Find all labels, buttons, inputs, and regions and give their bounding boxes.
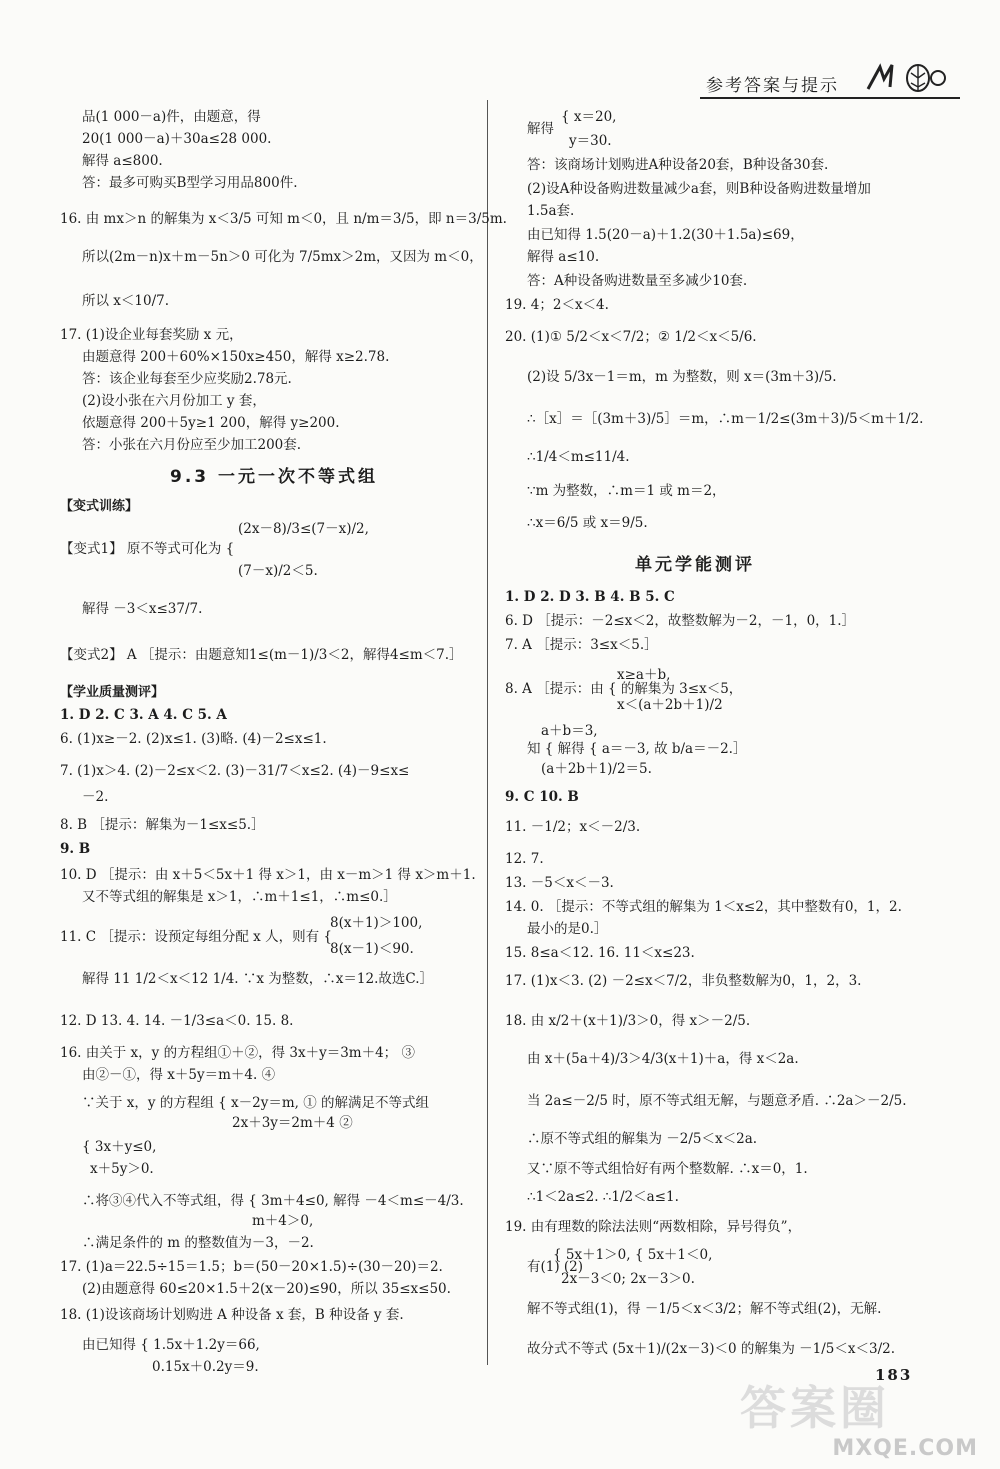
answer-line: ∴1/4＜m≤11/4.	[527, 449, 630, 465]
answer-line: 解得 －3＜x≤37/7.	[82, 601, 203, 617]
logo-mark-icon	[862, 61, 948, 95]
subsection-tag: 【学业质量测评】	[60, 685, 165, 700]
answer-line: 6. (1)x≥－2. (2)x≤1. (3)略. (4)－2≤x≤1.	[60, 731, 327, 747]
answer-line: 7. (1)x＞4. (2)－2≤x＜2. (3)－31/7＜x≤2. (4)－9≤x≤	[60, 763, 410, 779]
answer-line: 解得	[527, 121, 554, 137]
answer-line: 知 { 解得 { a＝－3, 故 b/a＝－2.］	[527, 741, 747, 757]
answer-line: 品(1 000－a)件，由题意，得	[82, 109, 261, 125]
answer-line: (a＋2b＋1)/2＝5.	[541, 761, 652, 777]
answer-line: x＜(a＋2b＋1)/2	[617, 697, 723, 713]
answer-line: －2.	[82, 789, 109, 805]
answer-line: 依题意得 200＋5y≥1 200，解得 y≥200.	[82, 415, 340, 431]
answer-line: m＋4＞0,	[252, 1213, 314, 1229]
answer-line: 所以 x＜10/7.	[82, 293, 170, 309]
answer-line: 解得 a≤800.	[82, 153, 163, 169]
answer-line: 最小的是0.］	[527, 921, 608, 937]
answer-line: 【变式2】 A ［提示：由题意知1≤(m－1)/3＜2，解得4≤m＜7.］	[60, 647, 463, 663]
answer-line: 12. 7.	[505, 851, 544, 867]
header-rule	[700, 97, 960, 99]
answer-line: (2)设A种设备购进数量减少a套，则B种设备购进数量增加	[527, 181, 871, 197]
answer-line: 8(x＋1)＞100,	[330, 915, 423, 931]
watermark-logo: 答案圈	[740, 1381, 890, 1435]
answer-line: 解得 11 1/2＜x＜12 1/4. ∵x 为整数，∴x＝12.故选C.］	[82, 971, 434, 987]
watermark-site: MXQE.COM	[832, 1436, 978, 1461]
page-number: 183	[875, 1366, 913, 1384]
answer-line: 1.5a套.	[527, 203, 575, 219]
answer-line: y＝30.	[569, 133, 612, 149]
answer-line: 17. (1)设企业每套奖励 x 元，	[60, 327, 243, 343]
answer-line: 6. D ［提示：－2≤x＜2，故整数解为－2，－1，0，1.］	[505, 613, 856, 629]
page-header	[660, 55, 960, 99]
answer-line: 当 2a≤－2/5 时，原不等式组无解，与题意矛盾. ∴2a＞－2/5.	[527, 1093, 907, 1109]
answer-line: 13. －5＜x＜－3.	[505, 875, 614, 891]
answer-line: ∵关于 x，y 的方程组 { x－2y＝m, ① 的解满足不等式组	[82, 1095, 429, 1111]
answer-line: a＋b＝3,	[541, 723, 598, 739]
answer-line: 9. C 10. B	[505, 789, 579, 805]
header-title: 参考答案与提示	[706, 76, 839, 96]
answer-line: 18. (1)设该商场计划购进 A 种设备 x 套，B 种设备 y 套.	[60, 1307, 404, 1323]
section-heading: 9.3 一元一次不等式组	[170, 467, 379, 487]
watermark	[740, 1372, 990, 1467]
answer-line: 11. C ［提示：设预定每组分配 x 人，则有 {	[60, 929, 332, 945]
answer-line: (2)设小张在六月份加工 y 套，	[82, 393, 266, 409]
answer-line: ∵m 为整数，∴m＝1 或 m＝2，	[527, 483, 726, 499]
answer-line: 12. D 13. 4. 14. －1/3≤a＜0. 15. 8.	[60, 1013, 294, 1029]
answer-line: 由题意得 200＋60%×150x≥450，解得 x≥2.78.	[82, 349, 390, 365]
answer-line: 答：小张在六月份应至少加工200套.	[82, 437, 302, 453]
answer-line: 解得 a≤10.	[527, 249, 600, 265]
answer-line: 8. B ［提示：解集为－1≤x≤5.］	[60, 817, 265, 833]
subsection-tag: 【变式训练】	[60, 499, 139, 514]
answer-line: 10. D ［提示：由 x＋5＜5x＋1 得 x＞1，由 x－m＞1 得 x＞m＋1.	[60, 867, 476, 883]
answer-line: ∴1＜2a≤2. ∴1/2＜a≤1.	[527, 1189, 679, 1205]
answer-line: 故分式不等式 (5x＋1)/(2x－3)＜0 的解集为 －1/5＜x＜3/2.	[527, 1341, 896, 1357]
answer-line: (2)设 5/3x－1＝m，m 为整数，则 x＝(3m＋3)/5.	[527, 369, 837, 385]
answer-line: (2x－8)/3≤(7－x)/2,	[238, 521, 369, 537]
answer-line: 又∵原不等式组恰好有两个整数解. ∴x＝0，1.	[527, 1161, 808, 1177]
answer-line: 7. A ［提示：3≤x＜5.］	[505, 637, 658, 653]
answer-line: 解不等式组(1)，得 －1/5＜x＜3/2；解不等式组(2)，无解.	[527, 1301, 882, 1317]
section-heading: 单元学能测评	[635, 555, 755, 575]
column-divider	[487, 100, 488, 1365]
answer-line: 9. B	[60, 841, 91, 857]
answer-line: 又不等式组的解集是 x＞1，∴m＋1≤1，∴m≤0.］	[82, 889, 397, 905]
answer-line: 8(x－1)＜90.	[330, 941, 414, 957]
answer-line: 【变式1】 原不等式可化为 {	[60, 541, 235, 557]
answer-line: { x＝20,	[561, 109, 617, 125]
answer-line: 答：该企业每套至少应奖励2.78元.	[82, 371, 292, 387]
answer-line: 由 x＋(5a＋4)/3＞4/3(x＋1)＋a，得 x＜2a.	[527, 1051, 799, 1067]
answer-line: 由②－①，得 x＋5y＝m＋4. ④	[82, 1067, 276, 1083]
answer-line: { 3x＋y≤0,	[82, 1139, 157, 1155]
answer-line: 2x＋3y＝2m＋4 ②	[232, 1115, 353, 1131]
answer-line: 答：A种设备购进数量至多减少10套.	[527, 273, 748, 289]
answer-line: 11. －1/2；x＜－2/3.	[505, 819, 641, 835]
answer-line: ∴原不等式组的解集为 －2/5＜x＜2a.	[527, 1131, 758, 1147]
answer-line: ∴x＝6/5 或 x＝9/5.	[527, 515, 648, 531]
answer-line: 0.15x＋0.2y＝9.	[152, 1359, 259, 1375]
answer-line: 1. D 2. C 3. A 4. C 5. A	[60, 707, 227, 723]
answer-line: 14. 0. ［提示：不等式组的解集为 1＜x≤2，其中整数有0，1，2.	[505, 899, 902, 915]
answer-line: 8. A ［提示：由 { 的解集为 3≤x＜5，	[505, 681, 743, 697]
answer-line: 18. 由 x/2＋(x＋1)/3＞0，得 x＞－2/5.	[505, 1013, 751, 1029]
answer-line: ∴［x］＝［(3m＋3)/5］＝m，∴m－1/2≤(3m＋3)/5＜m＋1/2.	[527, 411, 924, 427]
answer-line: 20(1 000－a)＋30a≤28 000.	[82, 131, 272, 147]
answer-line: x≥a＋b,	[617, 667, 671, 683]
answer-line: ∴将③④代入不等式组，得 { 3m＋4≤0, 解得 －4＜m≤－4/3.	[82, 1193, 464, 1209]
answer-line: 答：该商场计划购进A种设备20套，B种设备30套.	[527, 157, 829, 173]
answer-line: (2)由题意得 60≤20×1.5＋2(x－20)≤90，所以 35≤x≤50.	[82, 1281, 451, 1297]
answer-line: ∴满足条件的 m 的整数值为－3，－2.	[82, 1235, 314, 1251]
answer-line: (7－x)/2＜5.	[238, 563, 318, 579]
answer-line: 由已知得 1.5(20－a)＋1.2(30＋1.5a)≤69，	[527, 227, 804, 243]
answer-line: 17. (1)x＜3. (2) －2≤x＜7/2，非负整数解为0，1，2，3.	[505, 973, 862, 989]
answer-line: 17. (1)a＝22.5÷15＝1.5；b＝(50－20×1.5)÷(30－20)＝2.	[60, 1259, 443, 1275]
answer-line: 16. 由 mx＞n 的解集为 x＜3/5 可知 m＜0，且 n/m＝3/5，即 n＝3/5m.	[60, 211, 507, 227]
answer-line: 19. 4；2＜x＜4.	[505, 297, 609, 313]
answer-line: x＋5y＞0.	[90, 1161, 154, 1177]
answer-line: 20. (1)① 5/2＜x＜7/2；② 1/2＜x＜5/6.	[505, 329, 757, 345]
answer-line: { 5x＋1＞0, { 5x＋1＜0,	[553, 1247, 713, 1263]
answer-line: 有(1) (2)	[527, 1259, 584, 1275]
answer-line: 15. 8≤a＜12. 16. 11＜x≤23.	[505, 945, 695, 961]
answer-line: 19. 由有理数的除法法则“两数相除，异号得负”，	[505, 1219, 802, 1235]
answer-line: 由已知得 { 1.5x＋1.2y＝66,	[82, 1337, 260, 1353]
answer-line: 1. D 2. D 3. B 4. B 5. C	[505, 589, 675, 605]
answer-line: 答：最多可购买B型学习用品800件.	[82, 175, 298, 191]
answer-line: 16. 由关于 x，y 的方程组①＋②，得 3x＋y＝3m＋4； ③	[60, 1045, 415, 1061]
answer-line: 2x－3＜0; 2x－3＞0.	[561, 1271, 695, 1287]
answer-line: 所以(2m－n)x＋m－5n＞0 可化为 7/5mx＞2m，又因为 m＜0，	[82, 249, 483, 265]
